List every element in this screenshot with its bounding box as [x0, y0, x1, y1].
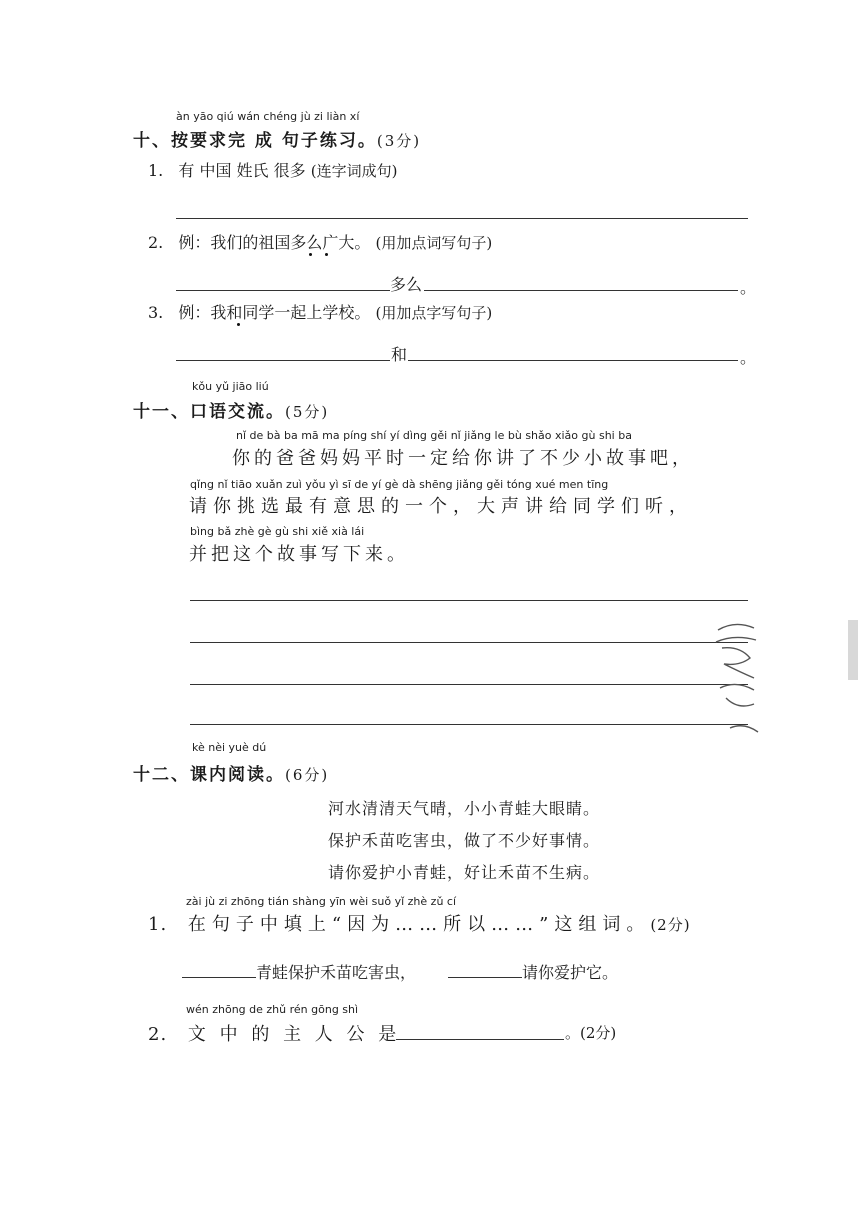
- emphasis-dot: [309, 253, 312, 256]
- q3-answer-line-b[interactable]: [408, 360, 738, 361]
- sec12-title: [133, 760, 329, 785]
- fill-blank-suoyi[interactable]: [448, 977, 522, 978]
- q2-end-mark: 。: [740, 278, 757, 297]
- sec10-title-text: 十、按要求完 成 句子练习。: [133, 131, 377, 151]
- sec12-q2: [148, 1020, 400, 1046]
- sec12-q1-points: (2分): [650, 916, 691, 934]
- q2-answer-line-b[interactable]: [424, 290, 738, 291]
- sec12-points: (6分): [285, 766, 330, 784]
- sec10-title: [133, 126, 421, 151]
- sec11-line3-pinyin: bìng bǎ zhè gè gù shi xiě xià lái: [190, 525, 365, 538]
- fill-blank-yinwei[interactable]: [182, 977, 256, 978]
- poem-line-2: 保护禾苗吃害虫，做了不少好事情。: [328, 831, 601, 850]
- q1-text: 有 中国 姓氏 很多: [178, 161, 306, 180]
- sec10-points: (3分): [376, 132, 422, 150]
- sec12-q1-text: 在句子中填上“因为……所以……”这组词。: [187, 914, 651, 935]
- sec10-q2: [148, 230, 492, 253]
- q3-hint: (用加点字写句子): [375, 304, 493, 322]
- sec12-q1: [148, 910, 691, 936]
- emphasis-dot: [325, 253, 328, 256]
- sec12-q2-pinyin: wén zhōng de zhǔ rén gōng shì: [186, 1003, 359, 1016]
- writing-line-3[interactable]: [190, 684, 748, 685]
- margin-scribble-icon: [710, 618, 760, 748]
- sec12-q2-text: 文 中 的 主 人 公 是: [187, 1024, 401, 1045]
- poem-line-1: 河水清清天气晴，小小青蛙大眼睛。: [328, 799, 601, 818]
- sec12-q1-number: 1.: [148, 914, 168, 935]
- q2-answer-line-a[interactable]: [176, 290, 390, 291]
- q3-fill-word: 和: [391, 345, 408, 364]
- q1-answer-line[interactable]: [176, 218, 748, 219]
- emphasis-dot: [237, 323, 240, 326]
- sec10-q1: [148, 158, 397, 181]
- fill-sentence-b: 请你爱护它。: [522, 963, 619, 982]
- sec12-pinyin: kè nèi yuè dú: [192, 741, 267, 754]
- q3-number: 3.: [148, 303, 164, 322]
- sec12-q2-number: 2.: [148, 1024, 168, 1045]
- poem-line-3: 请你爱护小青蛙，好让禾苗不生病。: [328, 863, 601, 882]
- sec12-q2-points: (2分): [580, 1024, 617, 1042]
- q2-hint: (用加点词写句子): [375, 234, 493, 252]
- sec12-q1-pinyin: zài jù zi zhōng tián shàng yīn wèi suǒ yǐ zhè zǔ cí: [186, 895, 457, 908]
- q1-number: 1.: [148, 161, 164, 180]
- sec12-q2-tail: [565, 1022, 616, 1043]
- sec11-line1: 你的爸爸妈妈平时一定给你讲了不少小故事吧，: [232, 448, 694, 469]
- sec12-q2-end: 。: [565, 1024, 581, 1042]
- sec11-title-text: 十一、口语交流。: [133, 402, 285, 422]
- sec11-points: (5分): [285, 403, 330, 421]
- q2-fill-word: 多么: [390, 275, 423, 294]
- sec11-line2: 请你挑选最有意思的一个，大声讲给同学们听，: [189, 496, 693, 517]
- writing-line-2[interactable]: [190, 642, 748, 643]
- sec10-pinyin: àn yāo qiú wán chéng jù zi liàn xí: [176, 110, 360, 123]
- q3-answer-line-a[interactable]: [176, 360, 390, 361]
- q2-text: 例：我们的祖国多么广大。: [178, 233, 371, 252]
- sec11-pinyin: kǒu yǔ jiāo liú: [192, 380, 269, 393]
- q3-end-mark: 。: [740, 348, 757, 367]
- sec11-line2-pinyin: qǐng nǐ tiāo xuǎn zuì yǒu yì sī de yí gè dà shēng jiǎng gěi tóng xué men tīng: [190, 478, 609, 491]
- sec10-q3: [148, 300, 492, 323]
- q2-number: 2.: [148, 233, 164, 252]
- protagonist-answer-line[interactable]: [396, 1039, 564, 1040]
- writing-line-1[interactable]: [190, 600, 748, 601]
- sec11-line1-pinyin: nǐ de bà ba mā ma píng shí yí dìng gěi nǐ jiǎng le bù shǎo xiǎo gù shi ba: [236, 429, 632, 442]
- q1-hint: (连字词成句): [310, 162, 398, 180]
- sec12-title-text: 十二、课内阅读。: [133, 765, 285, 785]
- scan-edge-mark: [848, 620, 858, 680]
- writing-line-4[interactable]: [190, 724, 748, 725]
- q3-text: 例：我和同学一起上学校。: [178, 303, 371, 322]
- sec11-title: [133, 397, 329, 422]
- fill-sentence-a: 青蛙保护禾苗吃害虫，: [256, 963, 417, 982]
- sec11-line3: 并把这个故事写下来。: [189, 544, 409, 565]
